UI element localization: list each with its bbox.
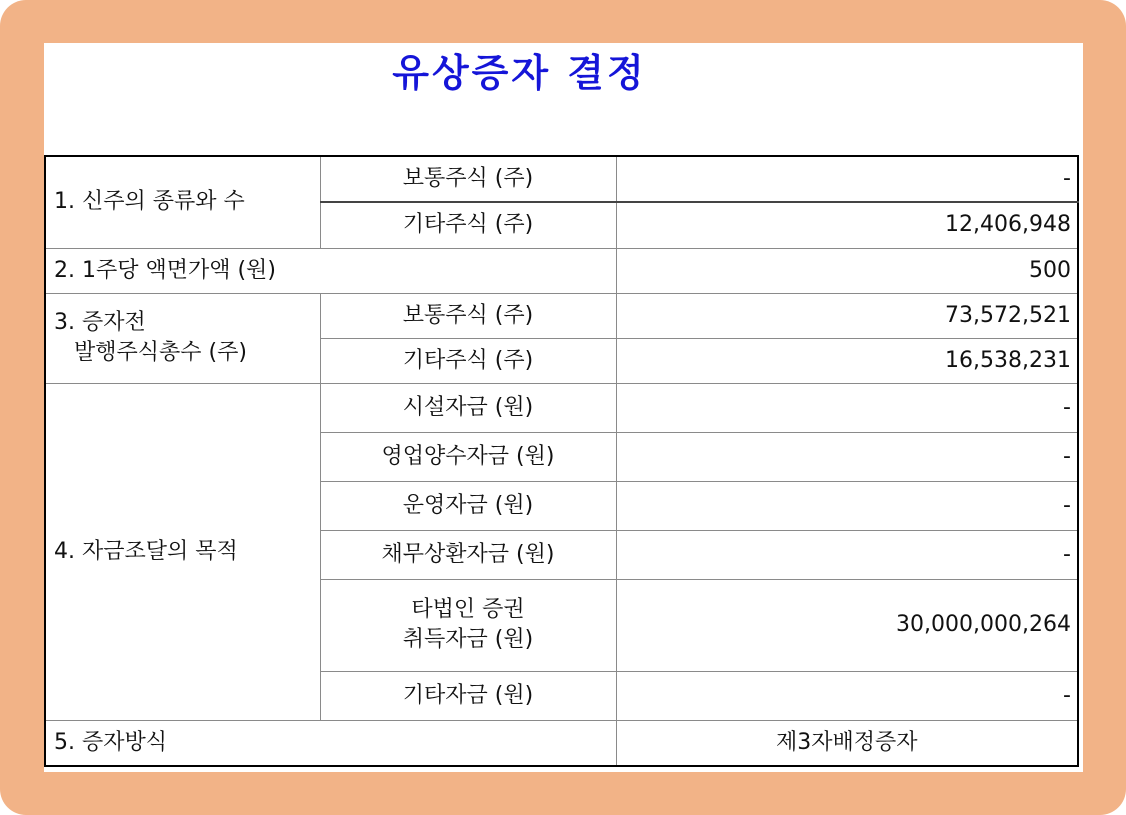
other-shares-label: 기타주식 (주) — [320, 202, 616, 248]
table-row — [45, 293, 1078, 338]
common-shares-label: 보통주식 (주) — [320, 156, 616, 202]
section5-label: 5. 증자방식 — [45, 720, 616, 766]
section3-label-line1: 3. 증자전 — [54, 310, 146, 335]
table-row — [45, 720, 1078, 766]
section4-label: 4. 자금조달의 목적 — [45, 383, 320, 720]
par-value: 500 — [616, 248, 1078, 293]
securities-acquisition-line2: 취득자금 (원) — [402, 627, 534, 652]
securities-acquisition-line1: 타법인 증권 — [411, 597, 525, 622]
debt-repayment-funds-value: - — [616, 530, 1078, 579]
table-row — [45, 383, 1078, 432]
disclosure-table — [44, 155, 1079, 767]
other-funds-value: - — [616, 671, 1078, 720]
operating-funds-label: 운영자금 (원) — [320, 481, 616, 530]
prior-other-shares-value: 16,538,231 — [616, 338, 1078, 383]
section2-label: 2. 1주당 액면가액 (원) — [45, 248, 616, 293]
other-funds-label: 기타자금 (원) — [320, 671, 616, 720]
table-row — [45, 156, 1078, 202]
section3-label — [45, 293, 320, 383]
securities-acquisition-funds-value: 30,000,000,264 — [616, 579, 1078, 671]
common-shares-value: - — [616, 156, 1078, 202]
prior-other-shares-label: 기타주식 (주) — [320, 338, 616, 383]
issuance-method-value: 제3자배정증자 — [616, 720, 1078, 766]
section1-label: 1. 신주의 종류와 수 — [45, 156, 320, 248]
facility-funds-value: - — [616, 383, 1078, 432]
prior-common-shares-value: 73,572,521 — [616, 293, 1078, 338]
table-row — [45, 248, 1078, 293]
other-shares-value: 12,406,948 — [616, 202, 1078, 248]
section3-label-line2: 발행주식총수 (주) — [74, 340, 247, 365]
securities-acquisition-funds-label — [320, 579, 616, 671]
business-acquisition-funds-label: 영업양수자금 (원) — [320, 432, 616, 481]
facility-funds-label: 시설자금 (원) — [320, 383, 616, 432]
debt-repayment-funds-label: 채무상환자금 (원) — [320, 530, 616, 579]
business-acquisition-funds-value: - — [616, 432, 1078, 481]
operating-funds-value: - — [616, 481, 1078, 530]
document-title: 유상증자 결정 — [392, 50, 647, 95]
prior-common-shares-label: 보통주식 (주) — [320, 293, 616, 338]
